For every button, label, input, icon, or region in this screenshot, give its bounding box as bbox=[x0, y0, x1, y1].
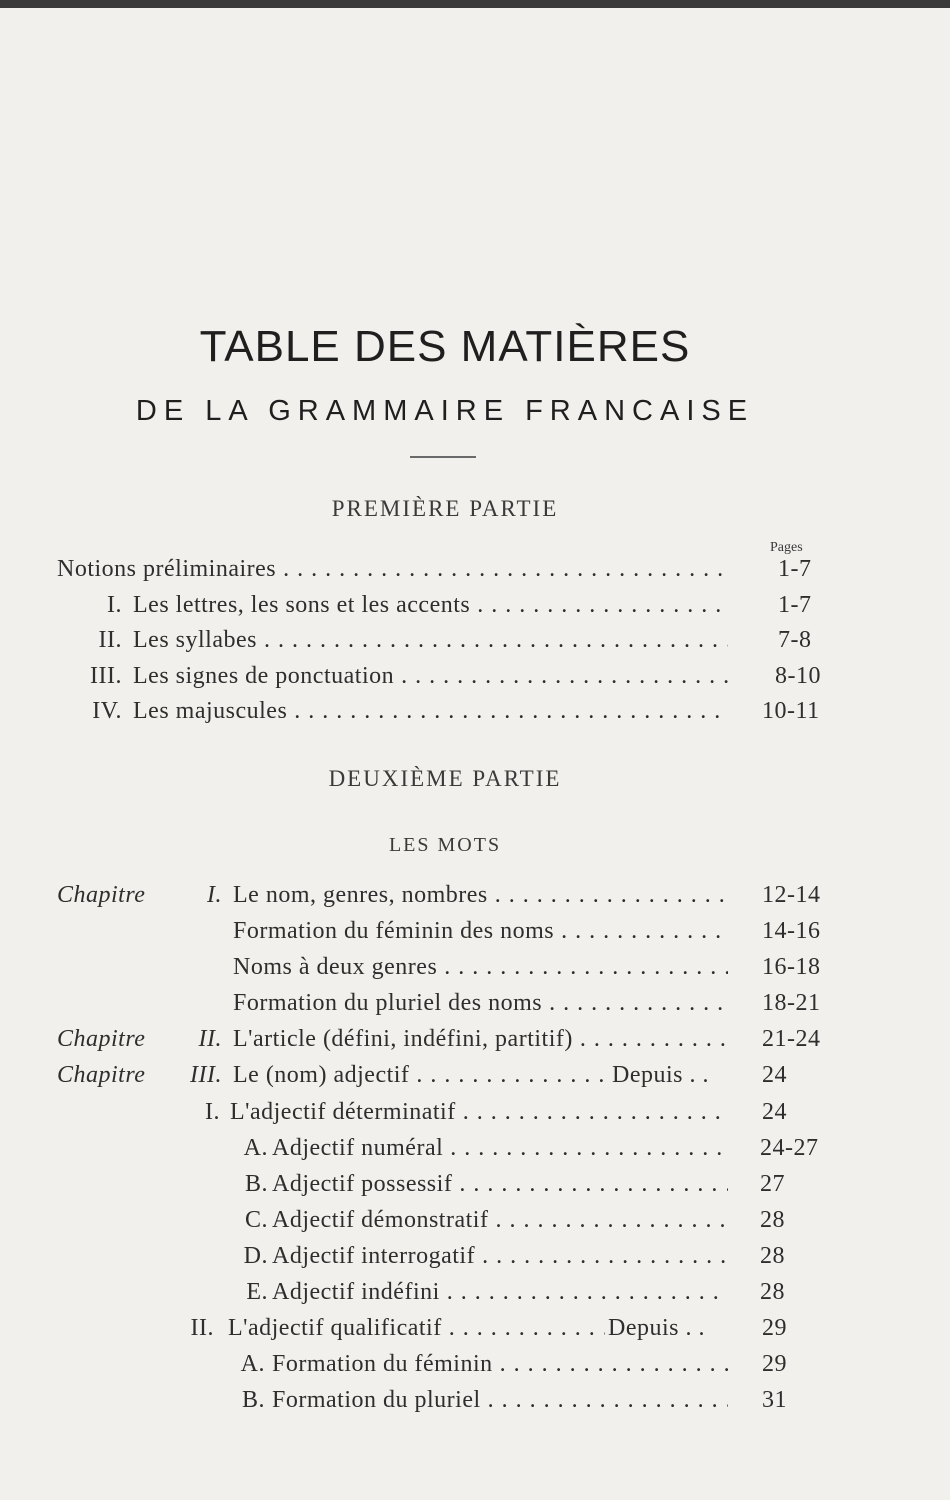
toc-row[interactable] bbox=[0, 1279, 950, 1313]
toc-entry-number: II. bbox=[98, 627, 122, 653]
toc-chapter-label: Chapitre bbox=[57, 1062, 146, 1088]
toc-row[interactable] bbox=[0, 698, 950, 732]
toc-entry-number: C. bbox=[244, 1207, 268, 1233]
toc-row[interactable] bbox=[0, 1026, 950, 1060]
toc-entry-pages: 27 bbox=[760, 1171, 785, 1197]
toc-row[interactable] bbox=[0, 592, 950, 626]
toc-row[interactable] bbox=[0, 1351, 950, 1385]
toc-entry-pages: 1-7 bbox=[778, 592, 812, 618]
toc-row[interactable] bbox=[0, 1243, 950, 1277]
toc-entry-pages: 28 bbox=[760, 1207, 785, 1233]
toc-entry-pages: 28 bbox=[760, 1243, 785, 1269]
toc-row[interactable] bbox=[0, 918, 950, 952]
toc-entry-number: D. bbox=[243, 1243, 268, 1269]
toc-entry-text: Adjectif démonstratif . . . bbox=[272, 1207, 728, 1234]
toc-row[interactable] bbox=[0, 882, 950, 916]
toc-row[interactable] bbox=[0, 1315, 950, 1349]
toc-entry-pages: 21-24 bbox=[762, 1026, 821, 1052]
toc-entry-pages: 28 bbox=[760, 1279, 785, 1305]
part1-heading: PREMIÈRE PARTIE bbox=[331, 496, 559, 521]
toc-entry-text: Le nom, genres, nombres . . . bbox=[233, 882, 728, 909]
toc-entry-number: I. bbox=[207, 882, 222, 908]
toc-entry-number: II. bbox=[198, 1026, 222, 1052]
toc-row[interactable] bbox=[0, 990, 950, 1024]
toc-entry-text: Adjectif indéfini . . . bbox=[272, 1279, 728, 1306]
toc-row[interactable] bbox=[0, 627, 950, 661]
toc-entry-pages: 24 bbox=[762, 1099, 787, 1125]
toc-entry-number: II. bbox=[190, 1315, 214, 1341]
toc-entry-text: Notions préliminaires . . . bbox=[57, 556, 728, 583]
toc-entry-text: Les syllabes . . . bbox=[133, 627, 728, 654]
toc-entry-pages: 29 bbox=[762, 1315, 787, 1341]
toc-entry-pages: 7-8 bbox=[778, 627, 812, 653]
toc-entry-pages: 31 bbox=[762, 1387, 787, 1413]
toc-entry-suffix: Depuis . . bbox=[612, 1062, 709, 1088]
toc-entry-text: Les signes de ponctuation . . . bbox=[133, 663, 728, 690]
toc-entry-number: A. bbox=[240, 1351, 265, 1377]
toc-row[interactable] bbox=[0, 1387, 950, 1421]
toc-entry-text: Formation du féminin des noms . . . bbox=[233, 918, 728, 945]
toc-entry-text: Formation du féminin . . . bbox=[272, 1351, 728, 1378]
page-title: TABLE DES MATIÈRES bbox=[199, 322, 691, 371]
toc-row[interactable] bbox=[0, 1207, 950, 1241]
page-subtitle: DE LA GRAMMAIRE FRANCAISE bbox=[135, 395, 755, 427]
toc-entry-text: Adjectif numéral . . . bbox=[272, 1135, 728, 1162]
toc-entry-text: Noms à deux genres . . . bbox=[233, 954, 728, 981]
toc-entry-pages: 18-21 bbox=[762, 990, 821, 1016]
toc-chapter-label: Chapitre bbox=[57, 882, 146, 908]
toc-entry-text: L'adjectif déterminatif . . . bbox=[230, 1099, 728, 1126]
toc-entry-text: L'adjectif qualificatif . . . bbox=[228, 1315, 605, 1342]
toc-chapter-label: Chapitre bbox=[57, 1026, 146, 1052]
toc-row[interactable] bbox=[0, 663, 950, 697]
toc-row[interactable] bbox=[0, 1171, 950, 1205]
toc-entry-pages: 8-10 bbox=[775, 663, 821, 689]
toc-entry-text: Les majuscules . . . bbox=[133, 698, 728, 725]
toc-entry-number: IV. bbox=[92, 698, 122, 724]
toc-entry-text: Adjectif possessif . . . bbox=[272, 1171, 728, 1198]
toc-entry-text: Formation du pluriel . . . bbox=[272, 1387, 728, 1414]
toc-row[interactable] bbox=[0, 556, 950, 590]
title-divider bbox=[410, 456, 476, 458]
toc-entry-pages: 24 bbox=[762, 1062, 787, 1088]
pages-column-label: Pages bbox=[770, 540, 803, 555]
toc-entry-pages: 1-7 bbox=[778, 556, 812, 582]
toc-entry-number: E. bbox=[246, 1279, 268, 1305]
toc-entry-text: Le (nom) adjectif . . . bbox=[233, 1062, 605, 1089]
toc-entry-pages: 24-27 bbox=[760, 1135, 819, 1161]
part2-heading: DEUXIÈME PARTIE bbox=[328, 766, 562, 791]
toc-entry-pages: 14-16 bbox=[762, 918, 821, 944]
toc-entry-number: III. bbox=[190, 1062, 222, 1088]
toc-entry-pages: 12-14 bbox=[762, 882, 821, 908]
toc-entry-pages: 10-11 bbox=[762, 698, 820, 724]
toc-row[interactable] bbox=[0, 1099, 950, 1133]
toc-row[interactable] bbox=[0, 1135, 950, 1169]
toc-entry-number: B. bbox=[244, 1171, 268, 1197]
toc-entry-number: III. bbox=[90, 663, 122, 689]
toc-entry-text: Formation du pluriel des noms . . . bbox=[233, 990, 728, 1017]
toc-row[interactable] bbox=[0, 1062, 950, 1096]
toc-entry-number: I. bbox=[107, 592, 122, 618]
toc-entry-number: A. bbox=[243, 1135, 268, 1161]
toc-row[interactable] bbox=[0, 954, 950, 988]
toc-entry-text: L'article (défini, indéfini, partitif) . . . bbox=[233, 1026, 728, 1053]
toc-entry-number: B. bbox=[241, 1387, 265, 1413]
toc-entry-suffix: Depuis . . bbox=[608, 1315, 705, 1341]
toc-entry-text: Adjectif interrogatif . . . bbox=[272, 1243, 728, 1270]
toc-entry-text: Les lettres, les sons et les accents . . . bbox=[133, 592, 728, 619]
toc-entry-number: I. bbox=[205, 1099, 220, 1125]
part2-subheading: LES MOTS bbox=[388, 834, 502, 856]
toc-entry-pages: 29 bbox=[762, 1351, 787, 1377]
toc-entry-pages: 16-18 bbox=[762, 954, 821, 980]
